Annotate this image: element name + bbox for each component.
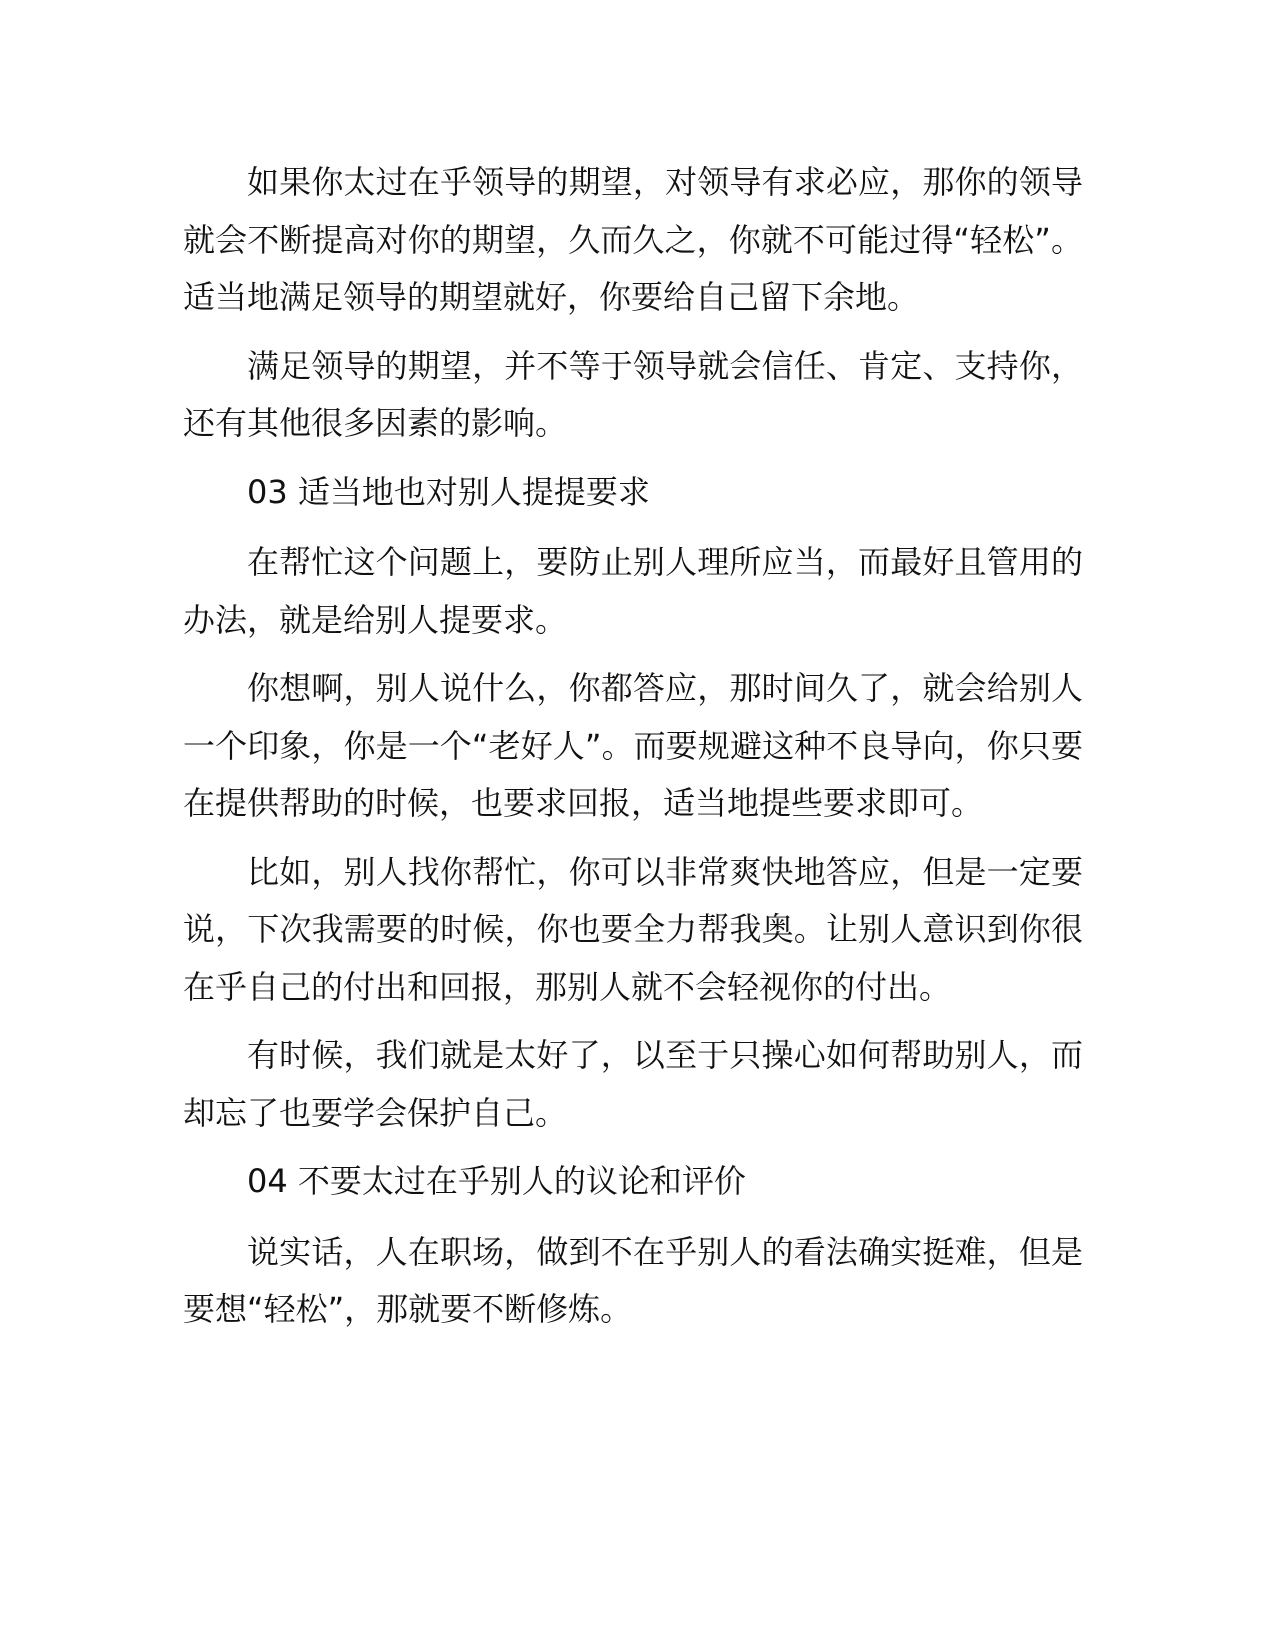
paragraph-others-opinions: 说实话，人在职场，做到不在乎别人的看法确实挺难，但是要想“轻松”，那就要不断修炼。 [183,1232,1083,1328]
paragraph-protect-yourself: 有时候，我们就是太好了，以至于只操心如何帮助别人，而却忘了也要学会保护自己。 [183,1036,1083,1132]
paragraph-nice-person: 你想啊，别人说什么，你都答应，那时间久了，就会给别人一个印象，你是一个“老好人”。而要规避这种不良导向，你只要在提供帮助的时候，也要求回报，适当地提些要求即可。 [183,669,1083,822]
section-heading-04: 04 不要太过在乎别人的议论和评价 [247,1162,746,1200]
document-body [183,154,1083,1350]
paragraph-example: 比如，别人找你帮忙，你可以非常爽快地答应，但是一定要说，下次我需要的时候，你也要全力帮我奥。让别人意识到你很在乎自己的付出和回报，那别人就不会轻视你的付出。 [183,852,1083,1006]
paragraph-make-requests: 在帮忙这个问题上，要防止别人理所应当，而最好且管用的办法，就是给别人提要求。 [183,543,1083,639]
section-heading-03: 03 适当地也对别人提提要求 [247,472,650,511]
paragraph-trust-factors: 满足领导的期望，并不等于领导就会信任、肯定、支持你，还有其他很多因素的影响。 [183,346,1083,442]
paragraph-leader-expectations: 如果你太过在乎领导的期望，对领导有求必应，那你的领导就会不断提高对你的期望，久而久之，你就不可能过得“轻松”。适当地满足领导的期望就好，你要给自己留下余地。 [183,163,1083,316]
